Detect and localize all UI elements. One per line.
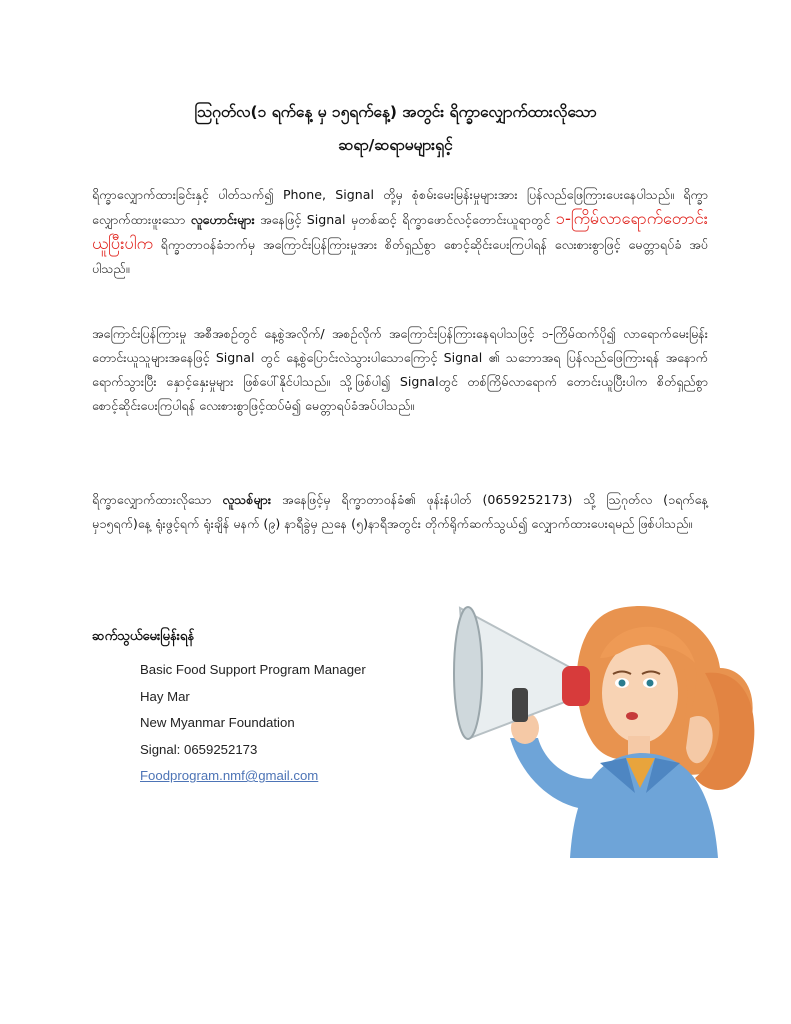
contact-signal: Signal: 0659252173 <box>140 741 258 757</box>
announcement-title <box>80 96 711 162</box>
title-line-2: ဆရာ/ဆရာမများရှင့် <box>338 136 453 154</box>
p3-text-b: အနေဖြင့်မှ ရိက္ခာတာဝန်ခံ၏ ဖုန်းနံပါတ် (0659252173) သို့ ဩဂုတ်လ (၁ရက်နေ့မှ၁၅ရက်)နေ့ ရုံးဖွင့်ရက် ရုံးချိန် မနက် (၉) နာရီခွဲမှ ညနေ (၅)နာရီအတွင်း တိုက်ရိုက်ဆက်သွယ်၍ လျှောက်ထားပေးရမည် ဖြစ်ပါသည်။ <box>92 492 708 531</box>
contact-name: Hay Mar <box>140 688 190 704</box>
contact-email-link[interactable]: Foodprogram.nmf@gmail.com <box>140 768 319 783</box>
woman-with-megaphone-illustration <box>450 588 765 858</box>
contact-heading: ဆက်သွယ်မေးမြန်းရန် <box>92 629 195 644</box>
p3-text-a: ရိက္ခာလျှောက်ထားလိုသော <box>92 492 223 507</box>
p3-bold-new: လူသစ်များ <box>222 492 272 507</box>
p1-text-c: ရိက္ခာတာဝန်ခံဘက်မှ အကြောင်းပြန်ကြားမှုအား စိတ်ရှည်စွာ စောင့်ဆိုင်းပေးကြပါရန် လေးစားစွာဖြင့် မေတ္တာရပ်ခံ အပ်ပါသည်။ <box>92 237 708 276</box>
title-line-1: ဩဂုတ်လ(၁ ရက်နေ့ မှ ၁၅ရက်နေ့) အတွင်း ရိက္ခာလျှောက်ထားလိုသော <box>194 103 597 121</box>
contact-organization: New Myanmar Foundation <box>140 715 295 730</box>
p1-red-highlight: ၁-ကြိမ်လာရောက်တောင်းယူပြီးပါက <box>92 209 708 253</box>
paragraph-existing-applicants <box>92 183 708 281</box>
paragraph-new-applicants <box>92 488 708 536</box>
p1-text-a: ရိက္ခာလျှောက်ထားခြင်းနှင့် ပါတ်သက်၍ Phone, Signal တို့မှ စုံစမ်းမေးမြန်းမှုများအား ပြန်လည်ဖြေကြားပေးနေပါသည်။ ရိက္ခာလျှောက်ထားဖူးသော <box>92 187 708 227</box>
contact-details <box>140 657 366 790</box>
p1-text-b: အနေဖြင့် Signal မှတစ်ဆင့် ရိက္ခာဖောင်လင့်တောင်းယူရာတွင် <box>254 212 556 227</box>
paragraph-response-order: အကြောင်းပြန်ကြားမှု အစီအစဉ်တွင် နေ့စွဲအလိုက်/ အစဉ်လိုက် အကြောင်းပြန်ကြားနေရပါသဖြင့် ၁-ကြိမ်ထက်ပို၍ လာရောက်မေးမြန်းတောင်းယူသူများအနေဖြင့် Signal တွင် နေ့စွဲပြောင်းလဲသွားပါသောကြောင့် Signal ၏ သဘောအရ ပြန်လည်ဖြေကြားရန် အနောက်ရောက်သွားပြီး နှောင့်နှေးမှုများ ဖြစ်ပေါ်နိုင်ပါသည်။ သို့ဖြစ်ပါ၍ Signalတွင် တစ်ကြိမ်လာရောက် တောင်းယူပြီးပါက စိတ်ရှည်စွာ စောင့်ဆိုင်းပေးကြပါရန် လေးစားစွာဖြင့်ထပ်မံ၍ မေတ္တာရပ်ခံအပ်ပါသည်။ <box>92 326 708 413</box>
contact-role: Basic Food Support Program Manager <box>140 662 366 677</box>
p1-bold-existing: လူဟောင်းများ <box>190 212 255 227</box>
